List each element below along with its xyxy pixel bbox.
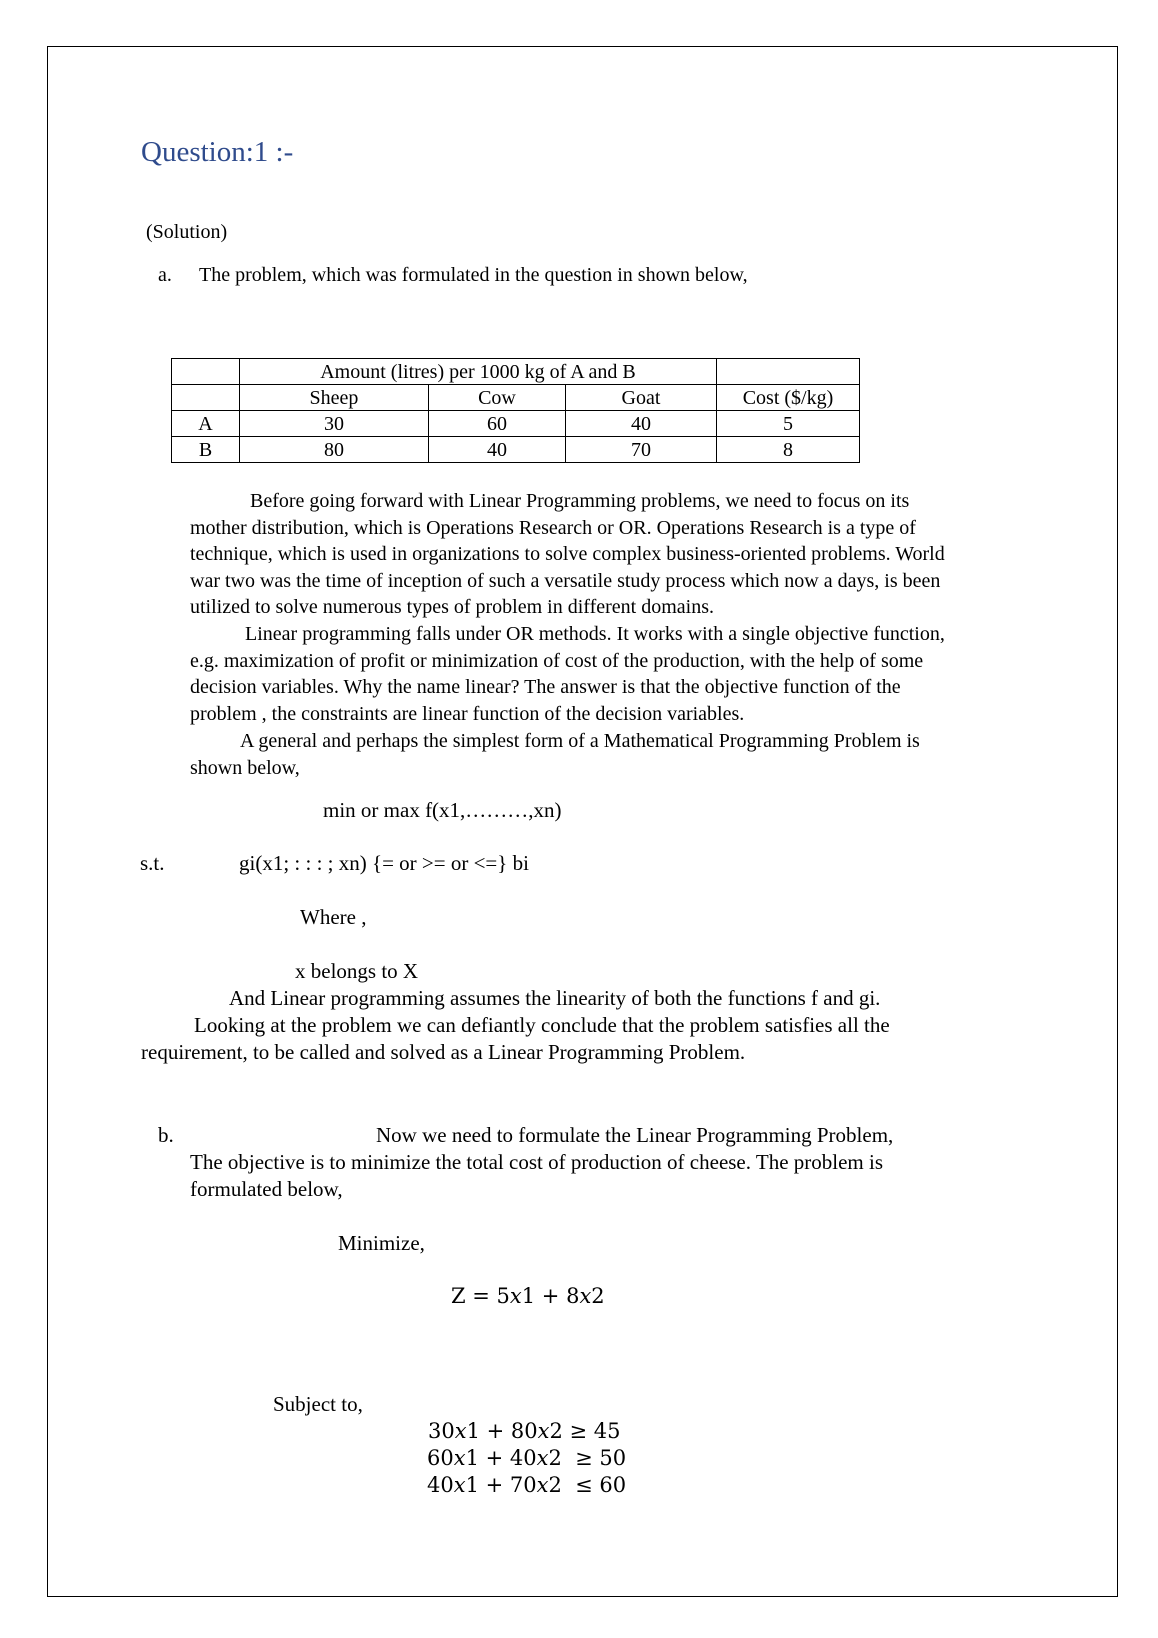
- part-a-marker: a.: [158, 264, 172, 286]
- table-header-row: [172, 385, 860, 411]
- paragraph-line: shown below,: [190, 756, 300, 779]
- general-constraint-formula: gi(x1; : : : ; xn) {= or >= or <=} bi: [239, 851, 529, 875]
- constraint-3: 40x1 + 70x2 ≤ 60: [427, 1473, 627, 1497]
- paragraph-line: Linear programming falls under OR methods. It works with a single objective function,: [245, 623, 945, 645]
- table-cell: 30: [240, 411, 429, 437]
- solution-label: (Solution): [146, 221, 228, 243]
- table-header-cell: Sheep: [240, 385, 429, 411]
- paragraph-line: e.g. maximization of profit or minimization of cost of the production, with the help of some: [190, 649, 924, 672]
- paragraph-line: war two was the time of inception of such a versatile study process which now a days, is been: [190, 569, 941, 592]
- st-label: s.t.: [140, 851, 165, 875]
- table-row: [172, 437, 860, 463]
- subject-to-label: Subject to,: [273, 1392, 363, 1416]
- table-group-header: Amount (litres) per 1000 kg of A and B: [240, 359, 717, 385]
- conclusion-line: Looking at the problem we can defiantly conclude that the problem satisfies all the: [194, 1013, 890, 1037]
- table-cell: B: [172, 437, 240, 463]
- table-cell: 40: [566, 411, 717, 437]
- paragraph-linear-programming: [190, 621, 1040, 727]
- paragraph-line: problem , the constraints are linear function of the decision variables.: [190, 702, 745, 725]
- x-belongs-text: x belongs to X: [295, 959, 419, 983]
- where-label: Where ,: [300, 905, 367, 929]
- amount-table: [171, 358, 860, 463]
- general-objective-formula: min or max f(x1,………,xn): [323, 798, 562, 822]
- part-b-line: The objective is to minimize the total cost of production of cheese. The problem is: [190, 1150, 884, 1174]
- table-cell: 70: [566, 437, 717, 463]
- linearity-line: And Linear programming assumes the linearity of both the functions f and gi.: [229, 986, 881, 1010]
- part-b-line: formulated below,: [190, 1177, 343, 1201]
- part-b-marker: b.: [158, 1123, 174, 1147]
- table-cell: 60: [429, 411, 566, 437]
- table-cell: [172, 359, 240, 385]
- conclusion-line: requirement, to be called and solved as a Linear Programming Problem.: [141, 1040, 746, 1064]
- paragraph-operations-research: [190, 488, 1040, 621]
- table-cell: [717, 359, 860, 385]
- table-header-cell: [172, 385, 240, 411]
- constraint-2: 60x1 + 40x2 ≥ 50: [427, 1446, 627, 1470]
- paragraph-line: A general and perhaps the simplest form of a Mathematical Programming Problem is: [240, 730, 920, 752]
- paragraph-line: decision variables. Why the name linear? The answer is that the objective function of the: [190, 676, 901, 699]
- table-cell: 40: [429, 437, 566, 463]
- part-a-intro: The problem, which was formulated in the question in shown below,: [199, 264, 748, 286]
- minimize-label: Minimize,: [338, 1231, 425, 1255]
- paragraph-general-form: [190, 728, 1040, 781]
- table-cell: 80: [240, 437, 429, 463]
- table-cell: A: [172, 411, 240, 437]
- table-header-cell: Goat: [566, 385, 717, 411]
- objective-function: Z = 5x1 + 8x2: [451, 1284, 605, 1308]
- part-b-line: Now we need to formulate the Linear Programming Problem,: [376, 1123, 894, 1147]
- paragraph-line: mother distribution, which is Operations Research or OR. Operations Research is a type of: [190, 516, 916, 539]
- objective-prefix: Z =: [451, 1284, 490, 1308]
- constraint-1: 30x1 + 80x2 ≥ 45: [428, 1419, 621, 1443]
- table-header-cell: Cost ($/kg): [717, 385, 860, 411]
- table-row: [172, 411, 860, 437]
- question-heading: Question:1 :-: [141, 136, 294, 168]
- table-group-header-row: [172, 359, 860, 385]
- paragraph-line: utilized to solve numerous types of problem in different domains.: [190, 596, 714, 619]
- table-cell: 8: [717, 437, 860, 463]
- paragraph-line: Before going forward with Linear Programming problems, we need to focus on its: [250, 490, 910, 512]
- table-header-cell: Cow: [429, 385, 566, 411]
- table-cell: 5: [717, 411, 860, 437]
- paragraph-line: technique, which is used in organizations to solve complex business-oriented problems. World: [190, 543, 945, 566]
